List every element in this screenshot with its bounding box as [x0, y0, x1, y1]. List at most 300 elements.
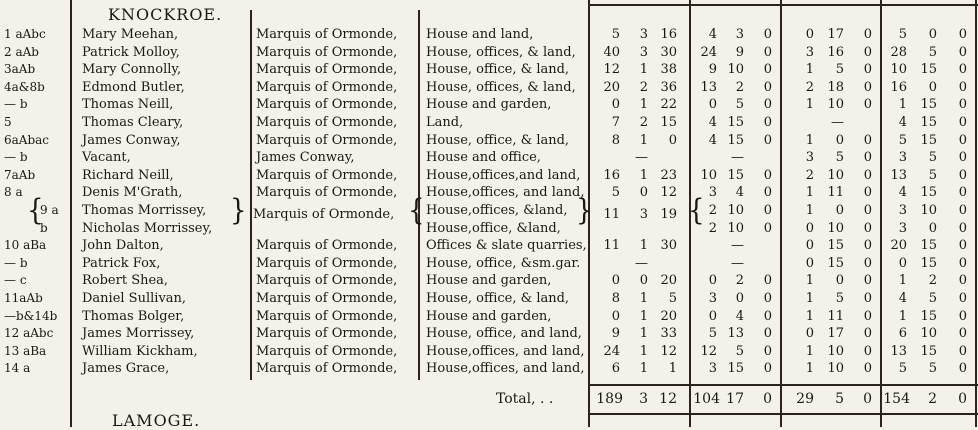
row-land-pence: 0	[763, 132, 772, 148]
row-buildings-pounds: 2	[805, 79, 814, 95]
brace-description-right: }	[576, 194, 593, 228]
row-lessor: Marquis of Ormonde,	[256, 97, 398, 113]
row-acres: 0	[611, 97, 620, 113]
row-description: House, office, and land,	[426, 326, 582, 342]
row-buildings-pence: 0	[863, 308, 872, 324]
row-land-pounds: 5	[708, 326, 717, 342]
row-land-pence: 0	[763, 343, 772, 359]
row-description: House,office, &land,	[426, 220, 561, 236]
total-acres: 189	[596, 391, 623, 407]
row-land-shillings: 13	[727, 326, 744, 342]
row-buildings-pence: 0	[863, 62, 872, 78]
row-buildings-shillings: 10	[827, 97, 844, 113]
row-ref: 14 a	[4, 361, 31, 376]
row-buildings-pounds: 3	[805, 44, 814, 60]
total-roods: 3	[639, 391, 648, 407]
row-buildings-shillings: 16	[827, 44, 844, 60]
row-perches: 30	[660, 238, 677, 254]
group-9-perches: 19	[660, 207, 677, 222]
row-total-shillings: 15	[920, 132, 937, 148]
col-rule-ref	[70, 0, 72, 427]
row-acres: 40	[603, 44, 620, 60]
row-land-pence: 0	[763, 203, 772, 218]
row-total-pounds: 5	[898, 361, 907, 377]
row-land-pence: 0	[763, 27, 772, 42]
row-lessor: Marquis of Ormonde,	[256, 132, 398, 148]
row-description: House,offices, and land,	[426, 185, 585, 201]
row-roods: 2	[639, 79, 648, 95]
row-occupier: Mary Connolly,	[82, 62, 182, 78]
row-land-pounds: 10	[700, 167, 717, 183]
row-land-pounds: 4	[708, 27, 717, 42]
row-total-pounds: 10	[890, 62, 907, 78]
total-land-pence: 0	[763, 391, 772, 407]
row-roods: 3	[639, 27, 648, 42]
row-acres: 7	[611, 115, 620, 130]
row-lessor: Marquis of Ormonde,	[256, 238, 398, 254]
row-land-shillings: 2	[735, 79, 744, 95]
row-roods: 1	[639, 291, 648, 306]
row-occupier: Richard Neill,	[82, 167, 174, 183]
row-total-shillings: 5	[928, 167, 937, 183]
row-land-pence: 0	[763, 220, 772, 236]
row-total-pounds: 16	[890, 79, 907, 95]
row-buildings-shillings: 15	[827, 255, 844, 271]
row-occupier: Daniel Sullivan,	[82, 291, 187, 306]
total-bottom-rule	[588, 413, 978, 415]
row-total-shillings: 15	[920, 238, 937, 254]
row-roods: 1	[639, 62, 648, 78]
row-ref: — b	[4, 97, 28, 112]
row-buildings-shillings: 17	[827, 27, 844, 42]
row-ref: — c	[4, 273, 27, 288]
row-total-shillings: 0	[928, 220, 937, 236]
row-ref: b	[40, 220, 48, 235]
total-valuation-pounds: 154	[883, 391, 910, 407]
row-land-pence: 0	[763, 44, 772, 60]
row-roods: 2	[639, 115, 648, 130]
row-buildings-pounds: 1	[805, 273, 814, 289]
row-description: House,offices, and land,	[426, 343, 585, 359]
row-land-shillings: 10	[727, 220, 744, 236]
row-buildings-pence: 0	[863, 273, 872, 289]
group-9-lessor: Marquis of Ormonde,	[253, 207, 395, 222]
row-roods: —	[635, 150, 648, 166]
row-total-shillings: 15	[920, 185, 937, 201]
row-occupier: Thomas Morrissey,	[82, 203, 207, 218]
row-lessor: Marquis of Ormonde,	[256, 308, 398, 324]
row-total-pence: 0	[958, 308, 967, 324]
row-occupier: Patrick Molloy,	[82, 44, 180, 60]
row-total-pounds: 1	[898, 273, 907, 289]
row-perches: 38	[660, 62, 677, 78]
row-buildings-pounds: 0	[805, 27, 814, 42]
row-land-shillings: 0	[735, 291, 744, 306]
row-description: House, office, &sm.gar.	[426, 255, 581, 271]
row-land-pounds: 3	[708, 185, 717, 201]
col-rule-total	[975, 0, 977, 427]
row-land-shillings: 5	[735, 97, 744, 113]
row-total-pounds: 1	[898, 308, 907, 324]
brace-left-ref: {	[27, 194, 44, 228]
row-perches: 20	[660, 273, 677, 289]
total-valuation-pence: 0	[958, 391, 967, 407]
row-buildings-shillings: 10	[827, 361, 844, 377]
row-lessor: Marquis of Ormonde,	[256, 255, 398, 271]
row-land-pounds: 2	[708, 220, 717, 236]
row-total-pence: 0	[958, 27, 967, 42]
row-total-pounds: 3	[898, 150, 907, 166]
row-buildings-shillings: 0	[835, 273, 844, 289]
row-perches: 36	[660, 79, 677, 95]
row-roods: 1	[639, 97, 648, 113]
row-description: House,offices,and land,	[426, 167, 581, 183]
row-buildings-pence: 0	[863, 79, 872, 95]
row-lessor: Marquis of Ormonde,	[256, 326, 398, 342]
row-total-pounds: 20	[890, 238, 907, 254]
row-lessor: Marquis of Ormonde,	[256, 44, 398, 60]
row-total-pounds: 5	[898, 27, 907, 42]
row-acres: 0	[611, 308, 620, 324]
row-occupier: Robert Shea,	[82, 273, 169, 289]
row-land-pence: 0	[763, 115, 772, 130]
row-land-pounds: 24	[700, 44, 717, 60]
row-total-shillings: 0	[928, 27, 937, 42]
row-acres: 5	[611, 185, 620, 201]
row-perches: 12	[660, 185, 677, 201]
row-buildings-shillings: 5	[835, 291, 844, 306]
row-buildings-pence: 0	[863, 132, 872, 148]
row-description: House, offices, & land,	[426, 44, 576, 60]
header-bottom-rule	[588, 4, 978, 6]
row-lessor: Marquis of Ormonde,	[256, 79, 398, 95]
row-buildings-pence: 0	[863, 238, 872, 254]
row-lessor: James Conway,	[256, 150, 355, 166]
row-buildings-pence: 0	[863, 291, 872, 306]
row-ref: 9 a	[40, 203, 59, 217]
row-lessor: Marquis of Ormonde,	[256, 115, 398, 130]
row-buildings-pounds: 1	[805, 185, 814, 201]
row-buildings-pounds: 1	[805, 62, 814, 78]
row-total-pence: 0	[958, 62, 967, 78]
row-buildings-pence: 0	[863, 97, 872, 113]
row-total-pounds: 1	[898, 97, 907, 113]
row-total-pounds: 4	[898, 115, 907, 130]
row-perches: 5	[668, 291, 677, 306]
row-occupier: Nicholas Morrissey,	[82, 220, 213, 236]
row-buildings-shillings: —	[831, 115, 844, 130]
row-lessor: Marquis of Ormonde,	[256, 273, 398, 289]
row-total-pence: 0	[958, 343, 967, 359]
row-acres: 5	[611, 27, 620, 42]
row-land-pounds: 9	[708, 62, 717, 78]
row-buildings-pounds: 0	[805, 238, 814, 254]
row-buildings-pence: 0	[863, 343, 872, 359]
row-lessor: Marquis of Ormonde,	[256, 361, 398, 377]
row-buildings-shillings: 11	[827, 185, 844, 201]
row-land-shillings: 4	[735, 308, 744, 324]
row-total-shillings: 15	[920, 343, 937, 359]
row-description: Offices & slate quarries,	[426, 238, 587, 254]
row-total-shillings: 5	[928, 361, 937, 377]
row-perches: 33	[660, 326, 677, 342]
row-total-pence: 0	[958, 167, 967, 183]
row-lessor: Marquis of Ormonde,	[256, 62, 398, 78]
row-total-pence: 0	[958, 185, 967, 201]
row-roods: 1	[639, 167, 648, 183]
row-land-pounds: 3	[708, 291, 717, 306]
row-land-shillings: 15	[727, 361, 744, 377]
row-land-pence: 0	[763, 97, 772, 113]
row-perches: 22	[660, 97, 677, 113]
row-buildings-pence: 0	[863, 220, 872, 236]
row-land-pence: 0	[763, 308, 772, 324]
col-rule-buildings	[880, 0, 882, 427]
row-buildings-pounds: 2	[805, 167, 814, 183]
row-land-shillings: —	[731, 238, 744, 254]
row-roods: 1	[639, 132, 648, 148]
row-buildings-pence: 0	[863, 361, 872, 377]
total-land-shillings: 17	[726, 391, 744, 407]
row-acres: 8	[611, 132, 620, 148]
row-land-shillings: 2	[735, 273, 744, 289]
row-ref: 10 aBa	[4, 238, 47, 253]
row-total-pounds: 13	[890, 167, 907, 183]
row-total-pounds: 4	[898, 291, 907, 306]
row-buildings-pence: 0	[863, 167, 872, 183]
row-land-pence: 0	[763, 79, 772, 95]
next-townland-heading: LAMOGE.	[112, 411, 201, 430]
total-label-dots: . .	[540, 391, 554, 407]
row-land-pounds: 4	[708, 115, 717, 130]
brace-occupier: }	[230, 194, 247, 228]
row-description: House, office, & land,	[426, 291, 570, 306]
row-land-shillings: 5	[735, 343, 744, 359]
row-total-pence: 0	[958, 132, 967, 148]
row-roods: 1	[639, 343, 648, 359]
row-occupier: Denis M'Grath,	[82, 185, 183, 201]
row-lessor: Marquis of Ormonde,	[256, 27, 398, 42]
total-buildings-pounds: 29	[796, 391, 814, 407]
row-ref: 2 aAb	[4, 44, 39, 59]
row-buildings-pounds: 1	[805, 132, 814, 148]
row-acres: 0	[611, 273, 620, 289]
brace-description: {	[408, 194, 425, 228]
row-roods: —	[635, 255, 648, 271]
row-land-pence: 0	[763, 167, 772, 183]
row-total-pence: 0	[958, 220, 967, 236]
row-land-shillings: —	[731, 255, 744, 271]
row-buildings-pounds: 1	[805, 203, 814, 218]
row-total-pence: 0	[958, 273, 967, 289]
row-perches: 0	[668, 132, 677, 148]
row-total-pence: 0	[958, 44, 967, 60]
row-total-pounds: 3	[898, 220, 907, 236]
row-description: House,offices, and land,	[426, 361, 585, 377]
row-occupier: Vacant,	[82, 150, 131, 166]
total-land-pounds: 104	[693, 391, 720, 407]
row-total-pounds: 5	[898, 132, 907, 148]
total-perches: 12	[659, 391, 677, 407]
row-acres: 20	[603, 79, 620, 95]
row-buildings-shillings: 10	[827, 220, 844, 236]
row-total-shillings: 0	[928, 79, 937, 95]
row-occupier: Thomas Neill,	[82, 97, 174, 113]
total-top-rule	[588, 384, 978, 386]
row-buildings-shillings: 5	[835, 62, 844, 78]
row-buildings-pence: 0	[863, 185, 872, 201]
brace-land: {	[688, 194, 705, 228]
row-total-pence: 0	[958, 203, 967, 218]
row-total-shillings: 15	[920, 97, 937, 113]
townland-heading: KNOCKROE.	[108, 5, 223, 24]
row-buildings-shillings: 10	[827, 167, 844, 183]
total-buildings-shillings: 5	[835, 391, 844, 407]
row-land-shillings: 4	[735, 185, 744, 201]
row-ref: 3aAb	[4, 62, 36, 77]
row-buildings-pence: 0	[863, 203, 872, 218]
row-land-shillings: —	[731, 150, 744, 166]
row-land-pence: 0	[763, 291, 772, 306]
row-total-pence: 0	[958, 326, 967, 342]
row-land-pounds: 12	[700, 343, 717, 359]
row-total-pence: 0	[958, 115, 967, 130]
row-buildings-pounds: 1	[805, 361, 814, 377]
row-land-pounds: 13	[700, 79, 717, 95]
row-total-pence: 0	[958, 361, 967, 377]
total-valuation-shillings: 2	[928, 391, 937, 407]
row-buildings-pounds: 1	[805, 343, 814, 359]
row-roods: 1	[639, 326, 648, 342]
row-land-pounds: 0	[708, 308, 717, 324]
row-acres: 8	[611, 291, 620, 306]
row-description: House and land,	[426, 27, 534, 42]
row-lessor: Marquis of Ormonde,	[256, 185, 398, 201]
row-ref: — b	[4, 255, 28, 270]
row-buildings-pence: 0	[863, 44, 872, 60]
col-rule-land	[780, 0, 782, 427]
row-ref: 1 aAbc	[4, 27, 46, 41]
row-total-pence: 0	[958, 255, 967, 271]
row-perches: 23	[660, 167, 677, 183]
row-occupier: William Kickham,	[82, 343, 198, 359]
row-total-pence: 0	[958, 79, 967, 95]
row-occupier: Thomas Cleary,	[82, 115, 184, 130]
row-land-shillings: 10	[727, 62, 744, 78]
row-buildings-pounds: 0	[805, 220, 814, 236]
row-total-pence: 0	[958, 150, 967, 166]
row-land-shillings: 10	[727, 203, 744, 218]
row-land-shillings: 15	[727, 115, 744, 130]
row-land-shillings: 9	[735, 44, 744, 60]
row-description: House and garden,	[426, 308, 552, 324]
row-total-pounds: 3	[898, 203, 907, 218]
row-land-pence: 0	[763, 62, 772, 78]
row-description: Land,	[426, 115, 464, 130]
row-ref: 6aAbac	[4, 132, 50, 147]
row-buildings-pence: 0	[863, 255, 872, 271]
group-9-roods: 3	[639, 207, 648, 222]
row-land-shillings: 3	[735, 27, 744, 42]
row-lessor: Marquis of Ormonde,	[256, 167, 398, 183]
row-land-pence: 0	[763, 185, 772, 201]
row-buildings-shillings: 5	[835, 150, 844, 166]
row-total-pence: 0	[958, 97, 967, 113]
row-perches: 20	[660, 308, 677, 324]
total-buildings-pence: 0	[863, 391, 872, 407]
row-buildings-pounds: 1	[805, 291, 814, 306]
total-label: Total,	[496, 391, 536, 407]
row-description: House and office,	[426, 150, 541, 166]
row-buildings-shillings: 17	[827, 326, 844, 342]
row-land-shillings: 15	[727, 167, 744, 183]
row-roods: 0	[639, 185, 648, 201]
row-total-shillings: 2	[928, 273, 937, 289]
row-ref: 11aAb	[4, 291, 43, 305]
row-description: House and garden,	[426, 273, 552, 289]
row-land-shillings: 15	[727, 132, 744, 148]
row-total-shillings: 15	[920, 62, 937, 78]
row-buildings-shillings: 15	[827, 238, 844, 254]
row-ref: 4a&8b	[4, 79, 45, 94]
row-buildings-shillings: 11	[827, 308, 844, 324]
row-description: House and garden,	[426, 97, 552, 113]
row-occupier: Edmond Butler,	[82, 79, 185, 95]
row-total-shillings: 10	[920, 203, 937, 218]
row-total-pence: 0	[958, 291, 967, 306]
row-buildings-pence: 0	[863, 27, 872, 42]
row-buildings-pounds: 0	[805, 326, 814, 342]
row-perches: 12	[660, 343, 677, 359]
row-roods: 1	[639, 361, 648, 377]
row-ref: 12 aAbc	[4, 326, 54, 341]
row-total-pounds: 13	[890, 343, 907, 359]
row-acres: 16	[603, 167, 620, 183]
row-roods: 0	[639, 273, 648, 289]
group-9-acres: 11	[603, 207, 620, 222]
row-land-pence: 0	[763, 326, 772, 342]
row-buildings-pounds: 0	[805, 255, 814, 271]
row-roods: 1	[639, 238, 648, 254]
row-perches: 30	[660, 44, 677, 60]
row-total-shillings: 15	[920, 115, 937, 130]
row-land-pence: 0	[763, 361, 772, 377]
row-buildings-pence: 0	[863, 150, 872, 166]
row-total-shillings: 10	[920, 326, 937, 342]
row-acres: 9	[611, 326, 620, 342]
row-total-shillings: 5	[928, 291, 937, 306]
row-total-shillings: 15	[920, 308, 937, 324]
row-occupier: Thomas Bolger,	[82, 308, 185, 324]
row-acres: 6	[611, 361, 620, 377]
row-buildings-shillings: 0	[835, 132, 844, 148]
row-buildings-shillings: 0	[835, 203, 844, 218]
row-ref: —b&14b	[4, 308, 58, 323]
row-description: House,offices, &land,	[426, 203, 568, 218]
row-description: House, office, & land,	[426, 62, 570, 78]
row-perches: 16	[660, 27, 677, 42]
row-ref: 5	[4, 115, 12, 129]
row-land-pounds: 0	[708, 97, 717, 113]
row-occupier: James Grace,	[82, 361, 170, 377]
row-ref: 13 aBa	[4, 343, 47, 358]
row-buildings-pounds: 3	[805, 150, 814, 166]
row-ref: 7aAb	[4, 167, 36, 182]
row-acres: 24	[603, 343, 620, 359]
row-occupier: Mary Meehan,	[82, 27, 179, 42]
row-perches: 1	[668, 361, 677, 377]
row-buildings-pounds: 1	[805, 97, 814, 113]
